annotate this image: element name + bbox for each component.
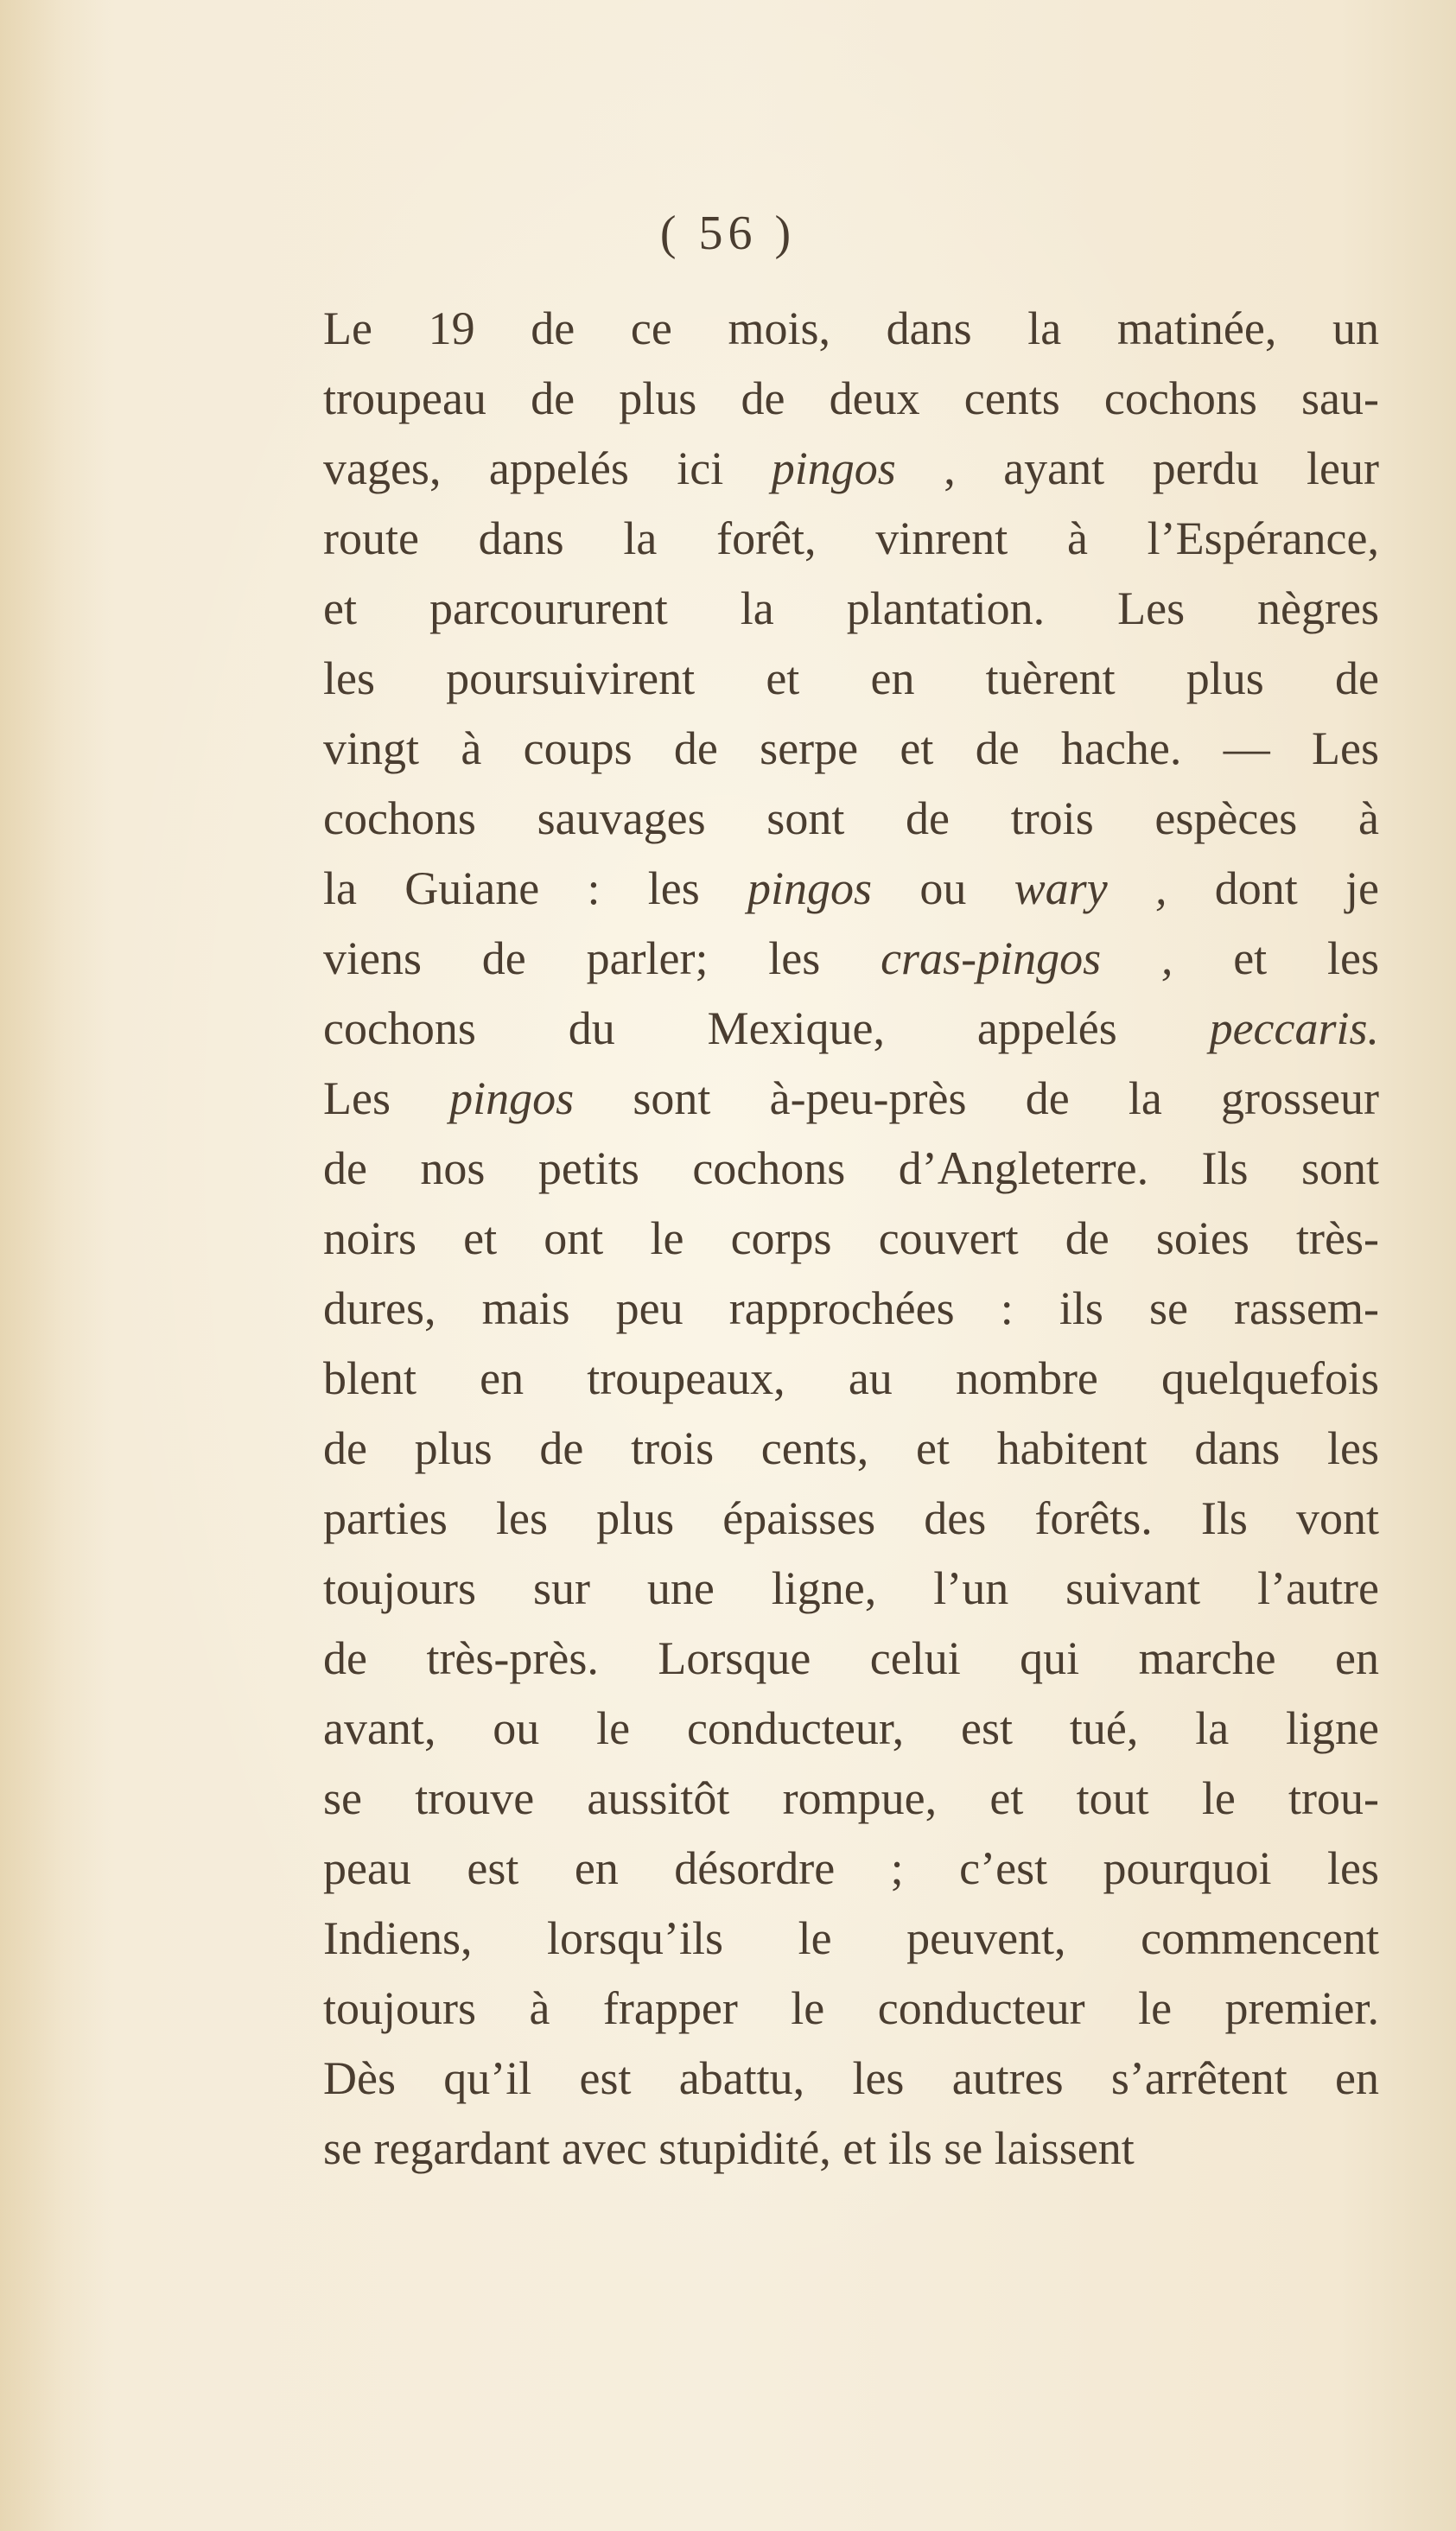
text-line: et parcoururent la plantation. Les nègres: [323, 582, 1379, 634]
text-line: dures, mais peu rapprochées : ils se rassem-: [323, 1282, 1379, 1334]
text-line: de nos petits cochons d’Angleterre. Ils sont: [323, 1142, 1379, 1194]
page-number: ( 56 ): [659, 207, 797, 260]
text-line: se regardant avec stupidité, et ils se laissent: [323, 2122, 1135, 2174]
text-line: les poursuivirent et en tuèrent plus de: [323, 652, 1379, 704]
text-line: avant, ou le conducteur, est tué, la ligne: [323, 1702, 1379, 1754]
italic-term: pingos: [747, 862, 873, 914]
body-text: [323, 294, 1379, 2184]
italic-term: cras-pingos ,: [881, 932, 1173, 984]
italic-term: pingos: [771, 442, 896, 494]
text-line: cochons sauvages sont de trois espèces à: [323, 792, 1379, 844]
italic-term: wary ,: [1014, 862, 1167, 914]
text-line: toujours sur une ligne, l’un suivant l’autre: [323, 1562, 1379, 1614]
text-line: vages, appelés ici pingos , ayant perdu leur: [323, 442, 1379, 494]
text-line: de très-près. Lorsque celui qui marche en: [323, 1632, 1379, 1684]
text-line: se trouve aussitôt rompue, et tout le trou-: [323, 1772, 1379, 1824]
text-line: la Guiane : les pingos ou wary , dont je: [323, 862, 1379, 914]
text-line: peau est en désordre ; c’est pourquoi les: [323, 1842, 1379, 1894]
text-line: de plus de trois cents, et habitent dans les: [323, 1422, 1379, 1474]
italic-term: pingos: [449, 1072, 575, 1124]
text-line: Le 19 de ce mois, dans la matinée, un: [323, 302, 1379, 354]
text-line: toujours à frapper le conducteur le premier.: [323, 1982, 1379, 2034]
text-line: cochons du Mexique, appelés peccaris.: [323, 1002, 1379, 1054]
text-line: route dans la forêt, vinrent à l’Espérance,: [323, 512, 1379, 564]
page-edge-stain: [0, 0, 104, 2531]
text-line: vingt à coups de serpe et de hache. — Les: [323, 722, 1379, 774]
text-line: noirs et ont le corps couvert de soies très-: [323, 1212, 1379, 1264]
italic-term: peccaris.: [1209, 1002, 1379, 1054]
text-line: blent en troupeaux, au nombre quelquefois: [323, 1352, 1379, 1404]
text-line: viens de parler; les cras-pingos , et les: [323, 932, 1379, 984]
text-line: parties les plus épaisses des forêts. Ils vont: [323, 1492, 1379, 1544]
text-line: Indiens, lorsqu’ils le peuvent, commencent: [323, 1912, 1379, 1964]
text-line: troupeau de plus de deux cents cochons sau-: [323, 372, 1379, 424]
text-line: Dès qu’il est abattu, les autres s’arrêtent en: [323, 2052, 1379, 2104]
text-line: Les pingos sont à-peu-près de la grosseur: [323, 1072, 1379, 1124]
